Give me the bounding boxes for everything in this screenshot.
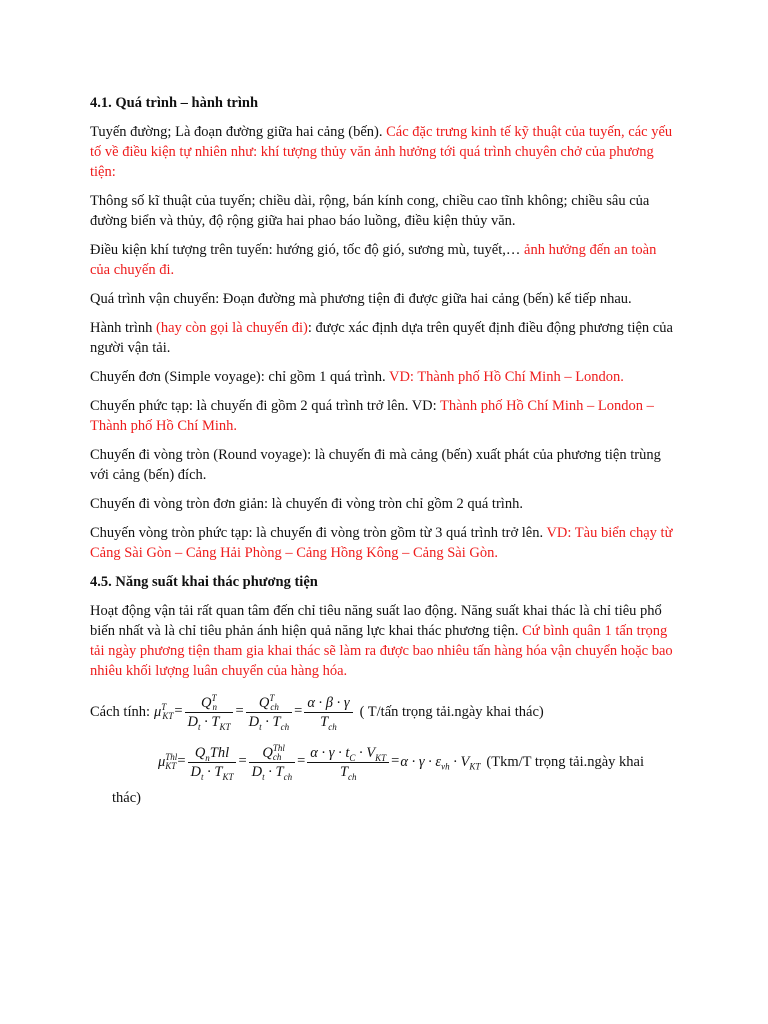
highlighted-text: (hay còn gọi là chuyến đi) [156, 320, 308, 336]
paragraph-transport-process: Quá trình vận chuyển: Đoạn đường mà phương tiện đi được giữa hai cảng (bến) kế tiếp nhau. [90, 291, 632, 307]
formula-productivity-tkm [90, 740, 680, 784]
formula-unit: ( T/tấn trọng tải.ngày khai thác) [359, 704, 544, 720]
paragraph-text: : được xác định dựa trên quyết định điều động phương tiện của người vận tải. [90, 320, 673, 356]
highlighted-text: Các đặc trưng kinh tế kỹ thuật của tuyến, các yếu tố về điều kiện tự nhiên như: khí tượng thủy văn ảnh hưởng tới quá trình chuyên chở của phương tiện: [90, 124, 673, 180]
paragraph-weather [90, 240, 680, 280]
paragraph-productivity [90, 601, 680, 681]
highlighted-text: ảnh hưởng đến an toàn của chuyến đi. [90, 242, 657, 278]
paragraph-text: Điều kiện khí tượng trên tuyến: hướng gió, tốc độ gió, sương mù, tuyết,… [90, 242, 525, 258]
document-body [90, 93, 680, 808]
highlighted-text: Thành phố Hồ Chí Minh – London – Thành phố Hồ Chí Minh. [90, 398, 654, 434]
formula-productivity-tons [90, 690, 680, 734]
paragraph-simple-voyage [90, 367, 680, 387]
formula-unit-continuation: thác) [112, 790, 141, 806]
paragraph-text: Chuyến phức tạp: là chuyến đi gồm 2 quá trình trở lên. VD: [90, 398, 441, 414]
section-heading-4-1: 4.1. Quá trình – hành trình [90, 95, 259, 111]
highlighted-text: VD: Tàu biển chạy từ Cảng Sài Gòn – Cảng Hải Phòng – Cảng Hồng Kông – Cảng Sài Gòn. [90, 525, 673, 561]
formula-expression: $\mu^T_{KT}=$ $\frac{Q^T_n}{D_t \cdot T_{KT}}$ = $\frac{Q^T_{ch}}{D_t \cdot T_{ch}}$ = $\frac{\alpha \cdot \beta \cdot \gamma}{T_{ch}}$ [154, 694, 354, 731]
formula-unit: (Tkm/T trọng tải.ngày khai [486, 754, 644, 770]
paragraph-route [90, 122, 680, 182]
formula-intro: Cách tính: [90, 704, 151, 720]
paragraph-text: Chuyến vòng tròn phức tạp: là chuyến đi vòng tròn gồm từ 3 quá trình trở lên. [90, 525, 547, 541]
paragraph-text: Hoạt động vận tải rất quan tâm đến chỉ tiêu năng suất lao động. Năng suất khai thác là chỉ tiêu phổ biến nhất và là chỉ tiêu phản ánh hiện quả năng lực khai thác phương tiện. [90, 603, 662, 639]
paragraph-round-voyage: Chuyến đi vòng tròn (Round voyage): là chuyến đi mà cảng (bến) xuất phát của phương tiện trùng với cảng (bến) đích. [90, 447, 661, 483]
highlighted-text: Cứ bình quân 1 tấn trọng tải ngày phương tiện tham gia khai thác sẽ làm ra được bao nhiêu tấn hàng hóa vận chuyển hoặc bao nhiêu khối lượng luân chuyển của hàng hóa. [90, 623, 673, 679]
paragraph-text: Chuyến đơn (Simple voyage): chỉ gồm 1 quá trình. [90, 369, 389, 385]
section-heading-4-5: 4.5. Năng suất khai thác phương tiện [90, 574, 318, 590]
paragraph-complex-voyage [90, 396, 680, 436]
paragraph-simple-round-voyage: Chuyến đi vòng tròn đơn giản: là chuyến đi vòng tròn chỉ gồm 2 quá trình. [90, 496, 523, 512]
paragraph-complex-round-voyage [90, 523, 680, 563]
paragraph-text: Hành trình [90, 320, 157, 336]
paragraph-route-specs: Thông số kĩ thuật của tuyến; chiều dài, rộng, bán kính cong, chiều cao tĩnh không; chiều sâu của đường biển và thủy, độ rộng giữa hai phao báo luồng, điều kiện thủy văn. [90, 193, 650, 229]
paragraph-text: Tuyến đường; Là đoạn đường giữa hai cảng (bến). [90, 124, 387, 140]
paragraph-itinerary [90, 318, 680, 358]
formula-expression: $\mu^{Thl}_{KT}=$ $\frac{Q_nThl}{D_t \cdot T_{KT}}$ = $\frac{Q^{Thl}_{ch}}{D_t \cdot T_{ch}}$ = $\frac{\alpha \cdot \gamma \cdot t_C \cdot V_{KT}}{T_{ch}}$ $=\alpha \cdot \gamma \cdot \varepsilon_{vh} \cdot V_{KT}$ [158, 742, 481, 782]
highlighted-text: VD: Thành phố Hồ Chí Minh – London. [388, 369, 624, 385]
